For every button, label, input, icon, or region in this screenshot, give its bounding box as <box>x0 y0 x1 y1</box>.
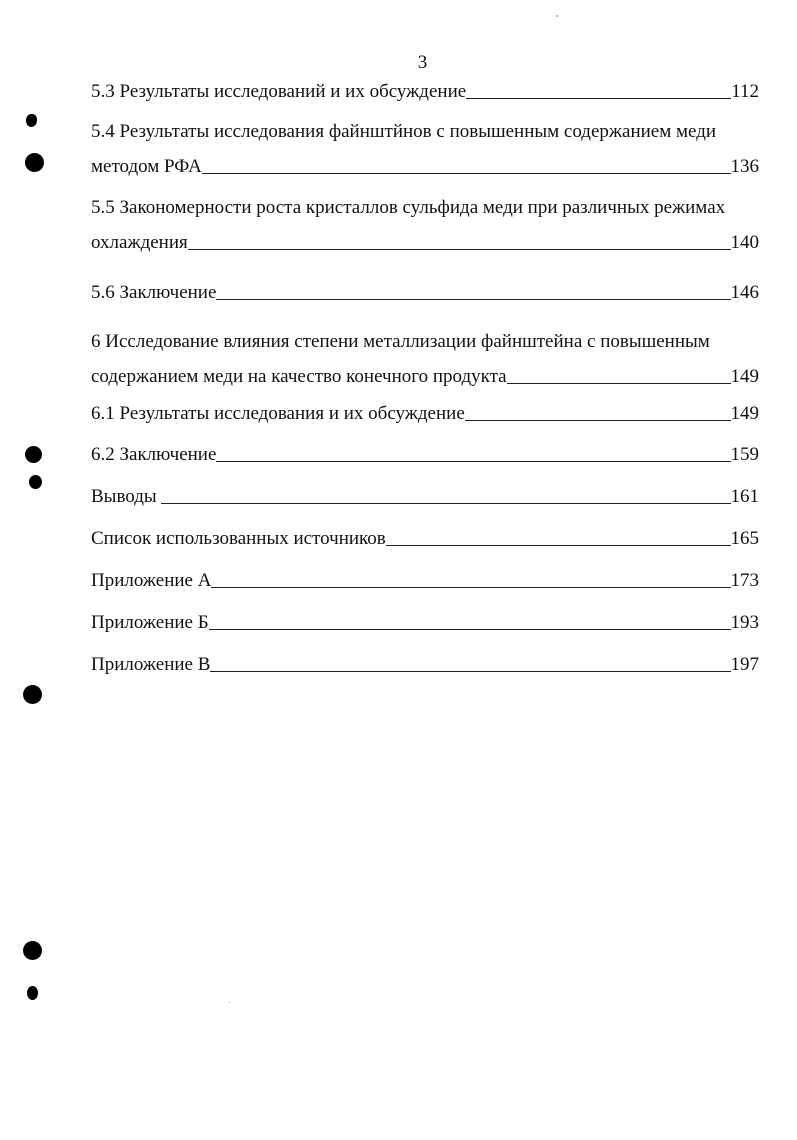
toc-leader <box>161 502 730 504</box>
toc-entry-title-line2: содержанием меди на качество конечного продукта <box>91 366 507 387</box>
punch-hole <box>25 153 44 172</box>
toc-leader <box>188 248 731 250</box>
toc-entry-title-line1: 5.5 Закономерности роста кристаллов сульфида меди при различных режимах <box>91 197 726 218</box>
toc-entry-title: 6.1 Результаты исследования и их обсуждение <box>91 403 465 424</box>
toc-leader <box>386 544 731 546</box>
toc-leader <box>209 628 731 630</box>
toc-entry-6-2[interactable] <box>91 443 759 467</box>
toc-page-number: 173 <box>730 570 759 591</box>
toc-entry-5-6[interactable] <box>91 281 759 305</box>
punch-hole <box>26 114 37 127</box>
toc-page-number: 161 <box>730 486 759 507</box>
punch-hole <box>23 941 42 960</box>
toc-entry-6-1[interactable] <box>91 402 759 426</box>
toc-page-number: 112 <box>731 81 759 102</box>
punch-hole <box>25 446 42 463</box>
toc-entry-title-line1: 5.4 Результаты исследования файнштйнов с повышенным содержанием меди <box>91 121 717 142</box>
punch-hole <box>27 986 38 1000</box>
toc-leader <box>216 460 730 462</box>
toc-entry-title: 5.6 Заключение <box>91 282 217 303</box>
toc-leader <box>202 172 731 174</box>
toc-page-number: 159 <box>730 444 759 465</box>
toc-entry-5-4[interactable] <box>91 120 759 179</box>
toc-entry-appendix-a[interactable] <box>91 569 759 593</box>
toc-entry-title: 6.2 Заключение <box>91 444 217 465</box>
toc-leader <box>466 97 731 99</box>
toc-page-number: 146 <box>730 282 759 303</box>
toc-entry-appendix-b[interactable] <box>91 611 759 635</box>
toc-page-number: 193 <box>730 612 759 633</box>
toc-entry-title: Выводы <box>91 486 162 507</box>
toc-entry-title-line1: 6 Исследование влияния степени металлизации файнштейна с повышенным <box>91 331 710 352</box>
toc-page-number: 149 <box>730 366 759 387</box>
toc-entry-title: Приложение В <box>91 654 211 675</box>
punch-hole <box>23 685 42 704</box>
scan-speck <box>556 15 558 17</box>
toc-entry-title: Приложение Б <box>91 612 209 633</box>
toc-page-number: 140 <box>730 232 759 253</box>
toc-entry-title: Список использованных источников <box>91 528 386 549</box>
toc-entry-title: 5.3 Результаты исследований и их обсуждение <box>91 81 467 102</box>
toc-leader <box>507 382 731 384</box>
toc-entry-title-line2: методом РФА <box>91 156 202 177</box>
toc-page-number: 165 <box>730 528 759 549</box>
toc-entry-conclusions[interactable] <box>91 485 759 509</box>
toc-entry-5-5[interactable] <box>91 196 759 255</box>
punch-hole <box>29 475 42 489</box>
page-number: 3 <box>417 52 428 73</box>
toc-entry-references[interactable] <box>91 527 759 551</box>
toc-leader <box>465 419 731 421</box>
toc-page-number: 136 <box>730 156 759 177</box>
toc-entry-5-3[interactable] <box>91 80 759 104</box>
toc-page-number: 197 <box>730 654 759 675</box>
scan-speck <box>229 1002 230 1003</box>
toc-leader <box>216 298 730 300</box>
toc-page-number: 149 <box>730 403 759 424</box>
toc-leader <box>211 586 730 588</box>
toc-entry-6[interactable] <box>91 330 759 389</box>
toc-leader <box>210 670 730 672</box>
toc-entry-title: Приложение А <box>91 570 212 591</box>
toc-entry-title-line2: охлаждения <box>91 232 188 253</box>
toc-entry-appendix-v[interactable] <box>91 653 759 677</box>
